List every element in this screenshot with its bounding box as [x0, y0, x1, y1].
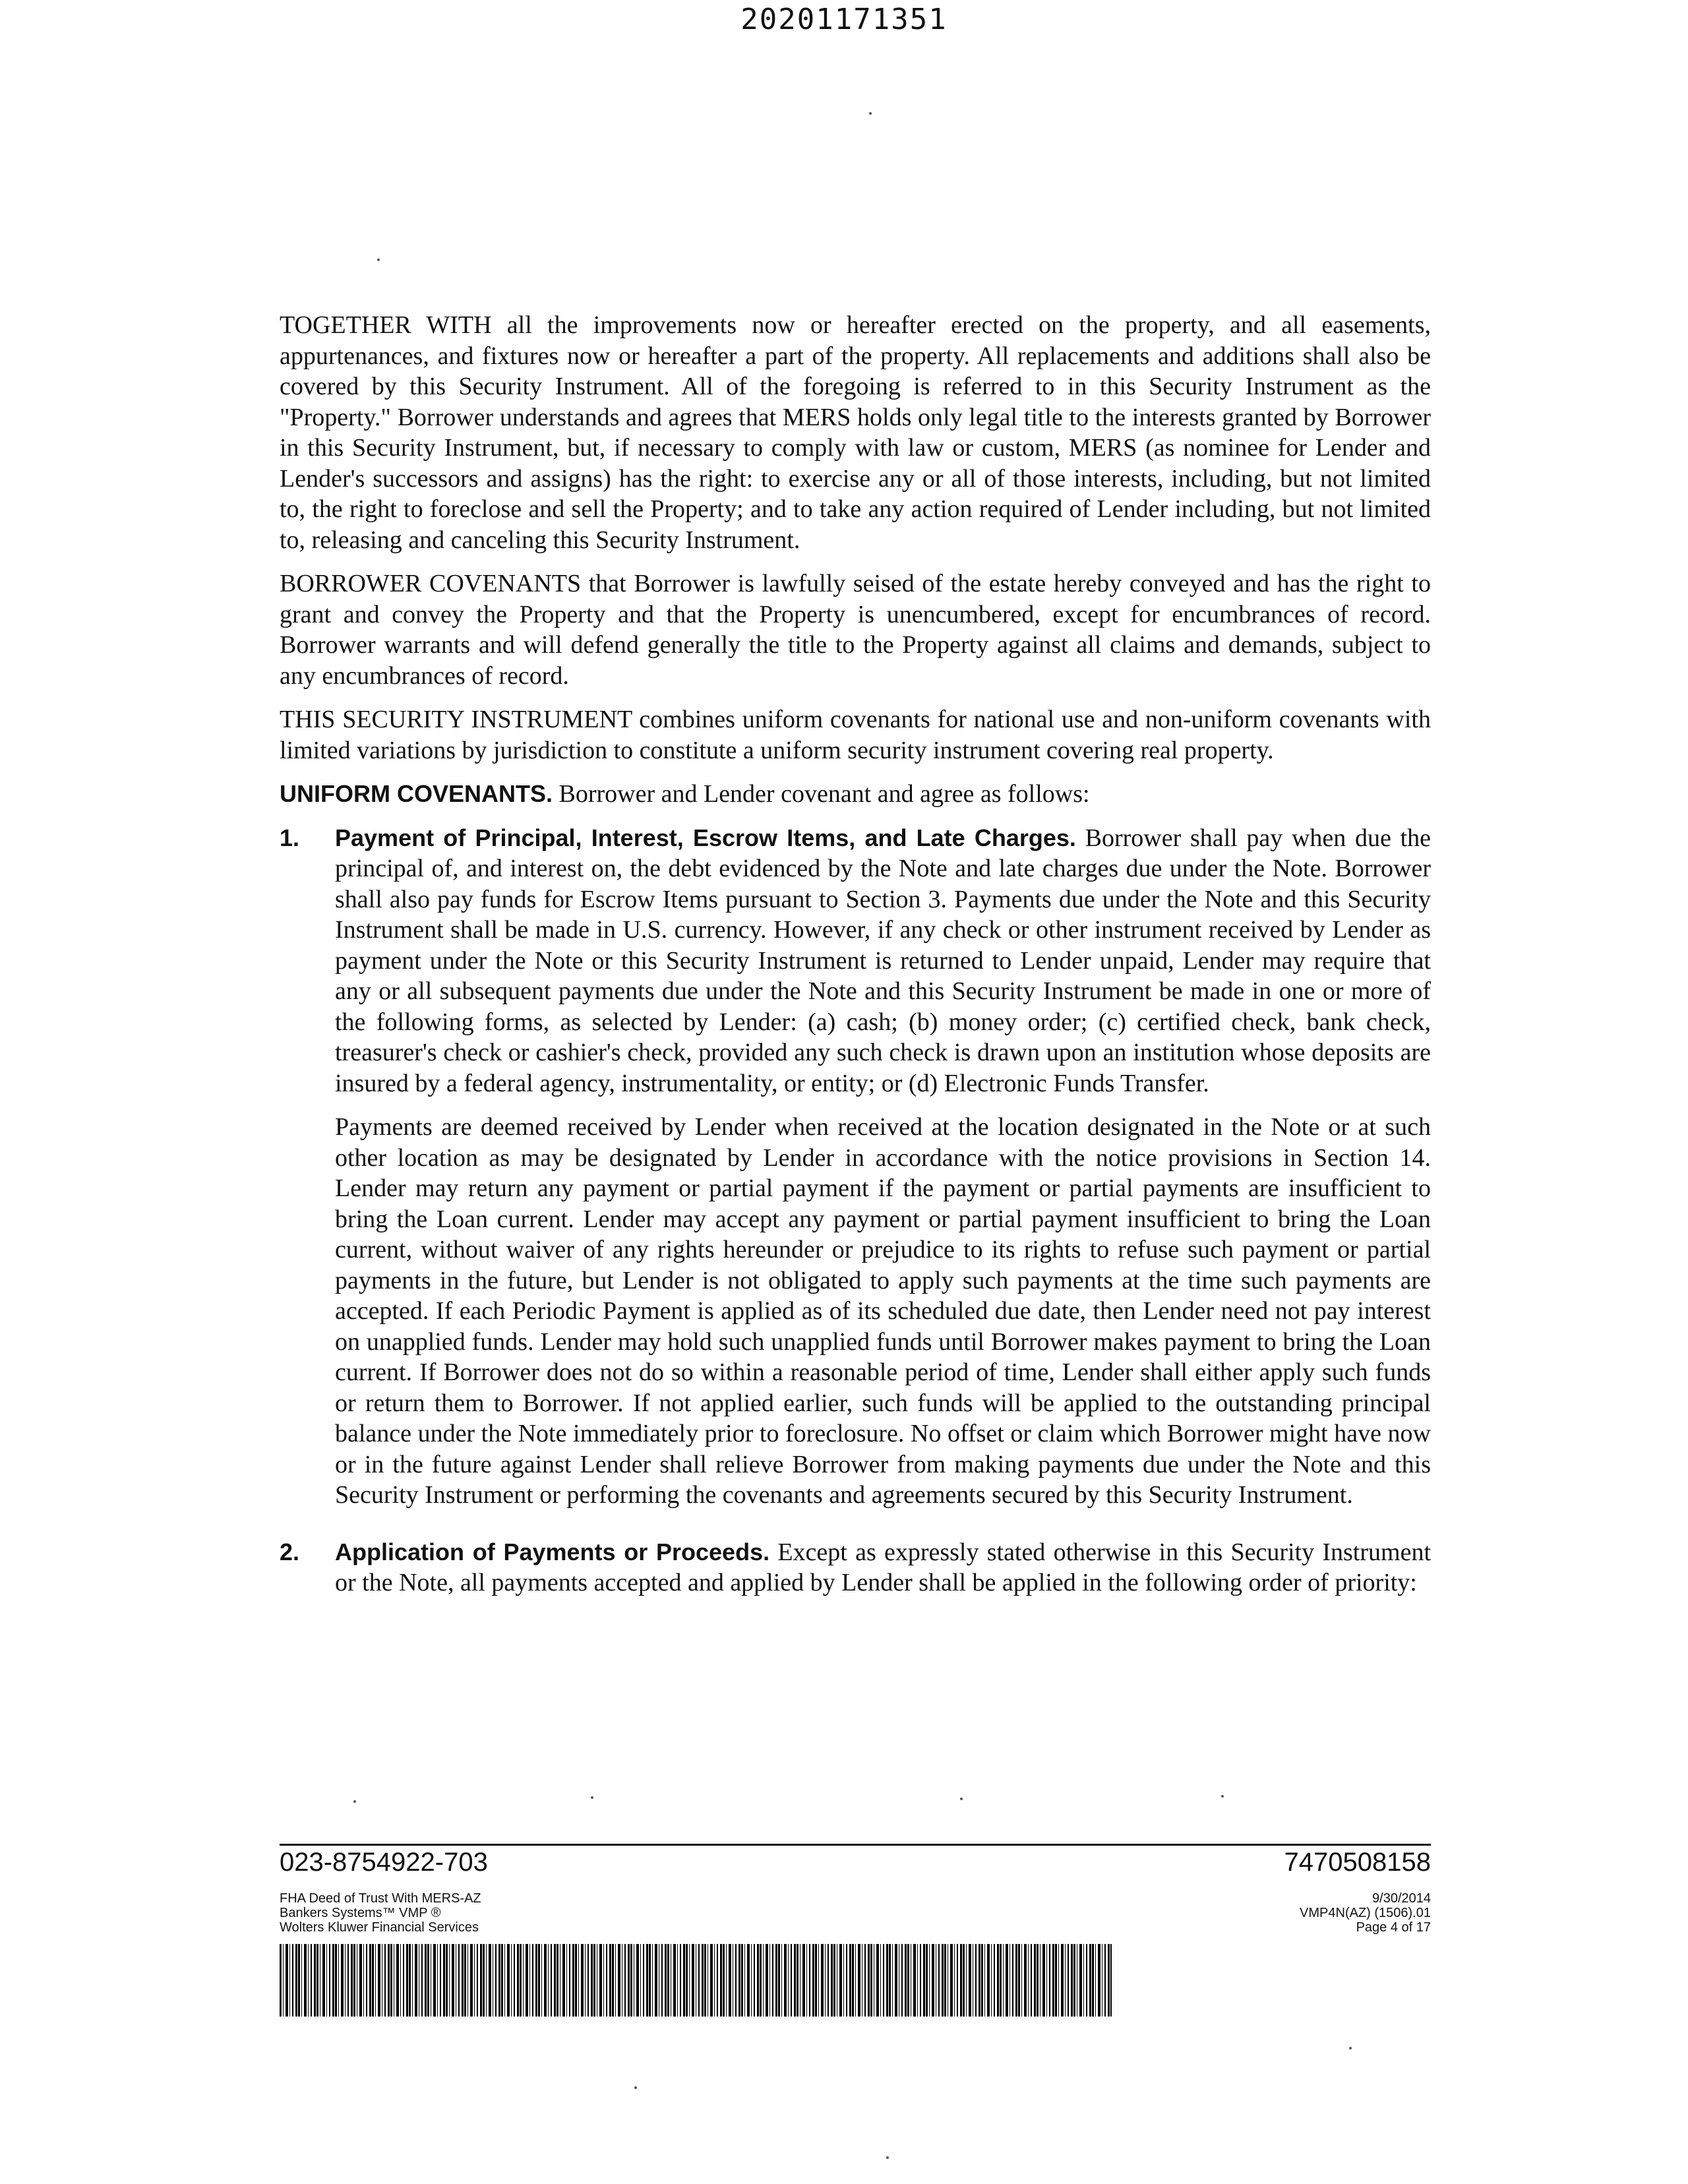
- security-instrument-paragraph: THIS SECURITY INSTRUMENT combines uniform covenants for national use and non-uniform covenants with limited variations by jurisdiction to constitute a uniform security instrument covering real property.: [280, 706, 1431, 764]
- case-number: 7470508158: [1284, 1848, 1431, 1877]
- section-number: 2.: [280, 1538, 300, 1565]
- section-number: 1.: [280, 824, 300, 851]
- section-2: [280, 1537, 1431, 1612]
- scan-speck: [377, 258, 380, 261]
- loan-number: 023-8754922-703: [280, 1848, 488, 1877]
- scan-speck: [591, 1796, 593, 1799]
- barcode: [280, 1944, 1112, 2017]
- page-number: Page 4 of 17: [1356, 1920, 1431, 1935]
- section-paragraph: [335, 1537, 1431, 1598]
- form-vendor: Bankers Systems™ VMP ®: [280, 1906, 441, 1920]
- scan-speck: [634, 2086, 637, 2089]
- scan-speck: [1349, 2047, 1352, 2049]
- uniform-covenants-paragraph: [280, 779, 1431, 810]
- section-title: Application of Payments or Proceeds.: [335, 1538, 770, 1565]
- scan-speck: [353, 1800, 356, 1803]
- scan-speck: [869, 112, 872, 115]
- form-code: VMP4N(AZ) (1506).01: [1300, 1906, 1431, 1920]
- recording-number: 20201171351: [740, 3, 948, 36]
- section-text: Borrower shall pay when due the principal of, and interest on, the debt evidenced by the Note and late charges due under the Note. Borrower shall also pay funds for Escrow Items pursuant to Section 3. Payments due under the Note and this Security Instrument shall be made in U.S. currency. However, if any check or other instrument received by Lender as payment under the Note or this Security Instrument is returned to Lender unpaid, Lender may require that any or all subsequent payments due under the Note and this Security Instrument be made in one or more of the following forms, as selected by Lender: (a) cash; (b) money order; (c) certified check, bank check, treasurer's check or cashier's check, provided any such check is drawn upon an institution whose deposits are insured by a federal agency, instrumentality, or entity; or (d) Electronic Funds Transfer.: [335, 824, 1431, 1097]
- uniform-covenants-text: Borrower and Lender covenant and agree as follows:: [553, 780, 1090, 808]
- scan-speck: [960, 1798, 963, 1800]
- section-paragraph-2: Payments are deemed received by Lender when received at the location designated in the Note or at such other location as may be designated by Lender in accordance with the notice provisions in Section 14. Lender may return any payment or partial payment if the payment or partial payments are insufficient to bring the Loan current. Lender may accept any payment or partial payment insufficient to bring the Loan current, without waiver of any rights hereunder or prejudice to its rights to refuse such payment or partial payments in the future, but Lender is not obligated to apply such payments at the time such payments are accepted. If each Periodic Payment is applied as of its scheduled due date, then Lender need not pay interest on unapplied funds. Lender may hold such unapplied funds until Borrower makes payment to bring the Loan current. If Borrower does not do so within a reasonable period of time, Lender shall either apply such funds or return them to Borrower. If not applied earlier, such funds will be applied to the outstanding principal balance under the Note immediately prior to foreclosure. No offset or claim which Borrower might have now or in the future against Lender shall relieve Borrower from making payments due under the Note and this Security Instrument or performing the covenants and agreements secured by this Security Instrument.: [335, 1113, 1431, 1509]
- form-title: FHA Deed of Trust With MERS-AZ: [280, 1891, 481, 1906]
- uniform-covenants-heading: UNIFORM COVENANTS.: [280, 780, 553, 807]
- form-info-left: [280, 1891, 481, 1935]
- section-content: [335, 1537, 1431, 1612]
- borrower-covenants-paragraph: BORROWER COVENANTS that Borrower is lawfully seised of the estate hereby conveyed and has the right to grant and convey the Property and that the Property is unencumbered, except for encumbrances of record. Borrower warrants and will defend generally the title to the Property against all claims and demands, subject to any encumbrances of record.: [280, 570, 1431, 690]
- scan-speck: [886, 2156, 889, 2159]
- footer-divider: [280, 1844, 1431, 1846]
- section-content: [335, 823, 1431, 1524]
- form-date: 9/30/2014: [1372, 1891, 1431, 1906]
- document-body: [280, 310, 1431, 1625]
- section-paragraph: [335, 823, 1431, 1099]
- form-publisher: Wolters Kluwer Financial Services: [280, 1920, 479, 1935]
- section-text: Except as expressly stated otherwise in this Security Instrument or the Note, all payments accepted and applied by Lender shall be applied in the following order of priority:: [335, 1538, 1431, 1596]
- scan-speck: [1221, 1795, 1224, 1798]
- together-with-paragraph: TOGETHER WITH all the improvements now or hereafter erected on the property, and all easements, appurtenances, and fixtures now or hereafter a part of the property. All replacements and additions shall also be covered by this Security Instrument. All of the foregoing is referred to in this Security Instrument as the "Property." Borrower understands and agrees that MERS holds only legal title to the interests granted by Borrower in this Security Instrument, but, if necessary to comply with law or custom, MERS (as nominee for Lender and Lender's successors and assigns) has the right: to exercise any or all of those interests, including, but not limited to, the right to foreclose and sell the Property; and to take any action required of Lender including, but not limited to, releasing and canceling this Security Instrument.: [280, 311, 1431, 554]
- section-1: [280, 823, 1431, 1524]
- section-title: Payment of Principal, Interest, Escrow Items, and Late Charges.: [335, 824, 1076, 851]
- form-info-right: [1300, 1891, 1431, 1935]
